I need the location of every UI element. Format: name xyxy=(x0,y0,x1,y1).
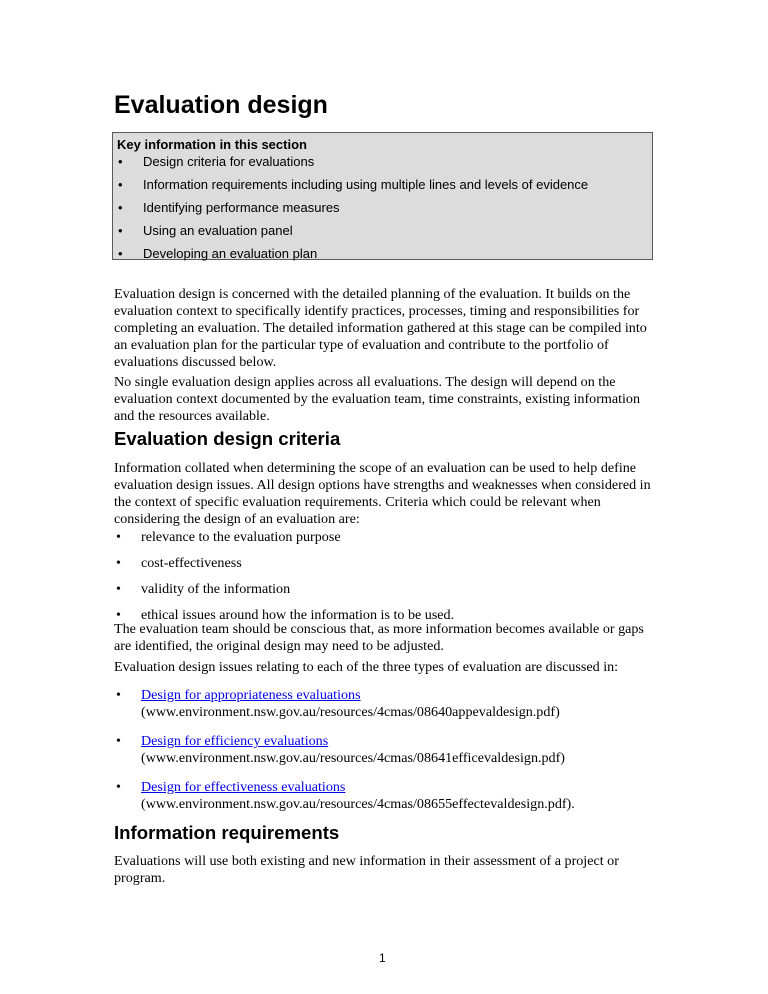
list-item: • validity of the information xyxy=(116,581,291,597)
link-efficiency-design[interactable]: Design for efficiency evaluations xyxy=(141,733,329,749)
criteria-paragraph-2: The evaluation team should be conscious that, as more information becomes available or gaps are identified, the original design may need to be adjusted. xyxy=(114,621,644,654)
list-item: • relevance to the evaluation purpose xyxy=(116,529,341,545)
intro-paragraph-1: Evaluation design is concerned with the detailed planning of the evaluation. It builds on the evaluation context to specifically identify practices, processes, timing and responsibilities for completing an evaluation. The detailed information gathered at this stage can be compiled into an evaluation plan for the particular type of evaluation and contribute to the portfolio of evaluations discussed below. xyxy=(114,286,647,370)
intro-paragraph-2: No single evaluation design applies across all evaluations. The design will depend on the evaluation context documented by the evaluation team, time constraints, existing information and the resources available. xyxy=(114,374,641,424)
criteria-paragraph-3: Evaluation design issues relating to each of the three types of evaluation are discussed in: xyxy=(114,659,619,675)
link-effectiveness-design[interactable]: Design for effectiveness evaluations xyxy=(141,779,346,795)
key-box-item: • Developing an evaluation plan xyxy=(118,246,318,261)
list-item xyxy=(114,733,659,767)
bullet-icon: • xyxy=(118,223,123,238)
bullet-icon: • xyxy=(116,607,121,623)
criteria-list xyxy=(114,529,659,624)
bullet-icon: • xyxy=(116,555,121,571)
key-box-item: • Design criteria for evaluations xyxy=(118,154,315,169)
bullet-icon: • xyxy=(116,529,121,545)
link-url-text: (www.environment.nsw.gov.au/resources/4cmas/08640appevaldesign.pdf) xyxy=(141,704,560,720)
page-title: Evaluation design xyxy=(114,91,328,119)
design-links-list xyxy=(114,687,659,813)
key-information-box xyxy=(112,132,653,260)
bullet-icon: • xyxy=(116,581,121,597)
list-item: • ethical issues around how the information is to be used. xyxy=(116,607,455,623)
bullet-icon: • xyxy=(118,200,123,215)
bullet-icon: • xyxy=(116,733,121,749)
page-number: 1 xyxy=(379,951,386,965)
criteria-paragraph-1: Information collated when determining the scope of an evaluation can be used to help define evaluation design issues. All design options have strengths and weaknesses when considered in the context of specific evaluation requirements. Criteria which could be relevant when considering the design of an evaluation are: xyxy=(114,460,651,527)
link-url-text: (www.environment.nsw.gov.au/resources/4cmas/08655effectevaldesign.pdf). xyxy=(141,796,575,812)
bullet-icon: • xyxy=(116,779,121,795)
list-item: • cost-effectiveness xyxy=(116,555,242,571)
key-box-item: • Using an evaluation panel xyxy=(118,223,293,238)
bullet-icon: • xyxy=(118,154,123,169)
key-box-heading: Key information in this section xyxy=(117,137,307,152)
list-item xyxy=(114,779,659,813)
bullet-icon: • xyxy=(116,687,121,703)
section-heading-criteria: Evaluation design criteria xyxy=(114,428,341,449)
key-box-item: • Identifying performance measures xyxy=(118,200,340,215)
list-item xyxy=(114,687,659,721)
information-requirements-paragraph: Evaluations will use both existing and new information in their assessment of a project or program. xyxy=(114,853,619,886)
link-appropriateness-design[interactable]: Design for appropriateness evaluations xyxy=(141,687,361,703)
link-url-text: (www.environment.nsw.gov.au/resources/4cmas/08641efficevaldesign.pdf) xyxy=(141,750,565,766)
key-box-item: • Information requirements including using multiple lines and levels of evidence xyxy=(118,177,589,192)
bullet-icon: • xyxy=(118,246,123,261)
section-heading-information-requirements: Information requirements xyxy=(114,822,340,843)
bullet-icon: • xyxy=(118,177,123,192)
